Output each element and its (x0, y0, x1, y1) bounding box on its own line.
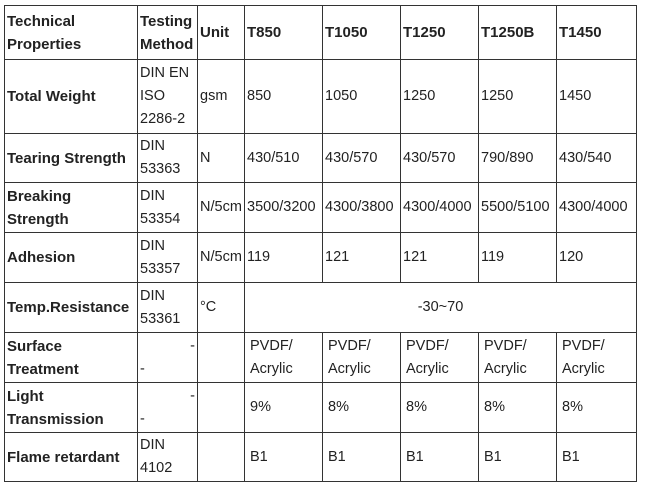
value-cell: B1 (401, 433, 479, 482)
value-cell: 119 (245, 233, 323, 283)
header-testing-method: Testing Method (138, 6, 198, 60)
method-cell (138, 333, 198, 383)
property-cell: Flame retardant (5, 433, 138, 482)
value-cell: 121 (323, 233, 401, 283)
property-cell: Adhesion (5, 233, 138, 283)
value-cell: PVDF/ Acrylic (557, 333, 637, 383)
value-cell: 850 (245, 60, 323, 134)
value-cell: B1 (245, 433, 323, 482)
value-cell: 4300/4000 (401, 183, 479, 233)
table-row (5, 233, 637, 283)
unit-cell (198, 383, 245, 433)
value-cell: 8% (401, 383, 479, 433)
value-cell: 430/510 (245, 134, 323, 183)
value-cell: B1 (323, 433, 401, 482)
value-cell: 5500/5100 (479, 183, 557, 233)
table-row (5, 433, 637, 482)
method-cell: DIN 4102 (138, 433, 198, 482)
unit-cell: N (198, 134, 245, 183)
value-cell: 9% (245, 383, 323, 433)
property-cell: Tearing Strength (5, 134, 138, 183)
value-cell: 430/540 (557, 134, 637, 183)
unit-cell: N/5cm (198, 233, 245, 283)
property-cell: Light Transmission (5, 383, 138, 433)
header-t850: T850 (245, 6, 323, 60)
method-cell: DIN 53357 (138, 233, 198, 283)
method-dash-top: - (190, 387, 195, 404)
value-cell: PVDF/ Acrylic (401, 333, 479, 383)
header-unit: Unit (198, 6, 245, 60)
value-cell: PVDF/ Acrylic (479, 333, 557, 383)
value-cell: B1 (479, 433, 557, 482)
table-row (5, 283, 637, 333)
table-row (5, 134, 637, 183)
unit-cell: °C (198, 283, 245, 333)
value-cell: 8% (479, 383, 557, 433)
unit-cell: gsm (198, 60, 245, 134)
value-cell: 430/570 (401, 134, 479, 183)
property-cell: Total Weight (5, 60, 138, 134)
value-cell: 121 (401, 233, 479, 283)
value-cell: 4300/3800 (323, 183, 401, 233)
value-cell: 8% (323, 383, 401, 433)
specification-table (4, 5, 637, 482)
property-cell: Surface Treatment (5, 333, 138, 383)
header-t1250: T1250 (401, 6, 479, 60)
unit-cell (198, 333, 245, 383)
property-cell: Breaking Strength (5, 183, 138, 233)
method-dash-bottom: - (140, 410, 145, 427)
value-cell: PVDF/ Acrylic (323, 333, 401, 383)
table-row (5, 60, 637, 134)
value-cell: B1 (557, 433, 637, 482)
header-t1450: T1450 (557, 6, 637, 60)
value-cell: 120 (557, 233, 637, 283)
value-cell: 3500/3200 (245, 183, 323, 233)
header-t1250b: T1250B (479, 6, 557, 60)
table-row (5, 183, 637, 233)
method-dash-top: - (190, 337, 195, 354)
unit-cell (198, 433, 245, 482)
value-cell: 1250 (479, 60, 557, 134)
property-cell: Temp.Resistance (5, 283, 138, 333)
method-cell: DIN EN ISO 2286-2 (138, 60, 198, 134)
value-cell: PVDF/ Acrylic (245, 333, 323, 383)
value-cell: 790/890 (479, 134, 557, 183)
header-technical-properties: Technical Properties (5, 6, 138, 60)
value-cell: 8% (557, 383, 637, 433)
merged-value-cell: -30~70 (245, 283, 637, 333)
table-row (5, 333, 637, 383)
value-cell: 4300/4000 (557, 183, 637, 233)
value-cell: 1450 (557, 60, 637, 134)
value-cell: 1050 (323, 60, 401, 134)
method-dash-bottom: - (140, 360, 145, 377)
value-cell: 1250 (401, 60, 479, 134)
value-cell: 430/570 (323, 134, 401, 183)
unit-cell: N/5cm (198, 183, 245, 233)
method-cell: DIN 53363 (138, 134, 198, 183)
method-cell (138, 383, 198, 433)
method-cell: DIN 53361 (138, 283, 198, 333)
header-t1050: T1050 (323, 6, 401, 60)
method-cell: DIN 53354 (138, 183, 198, 233)
value-cell: 119 (479, 233, 557, 283)
table-row (5, 383, 637, 433)
header-row (5, 6, 637, 60)
